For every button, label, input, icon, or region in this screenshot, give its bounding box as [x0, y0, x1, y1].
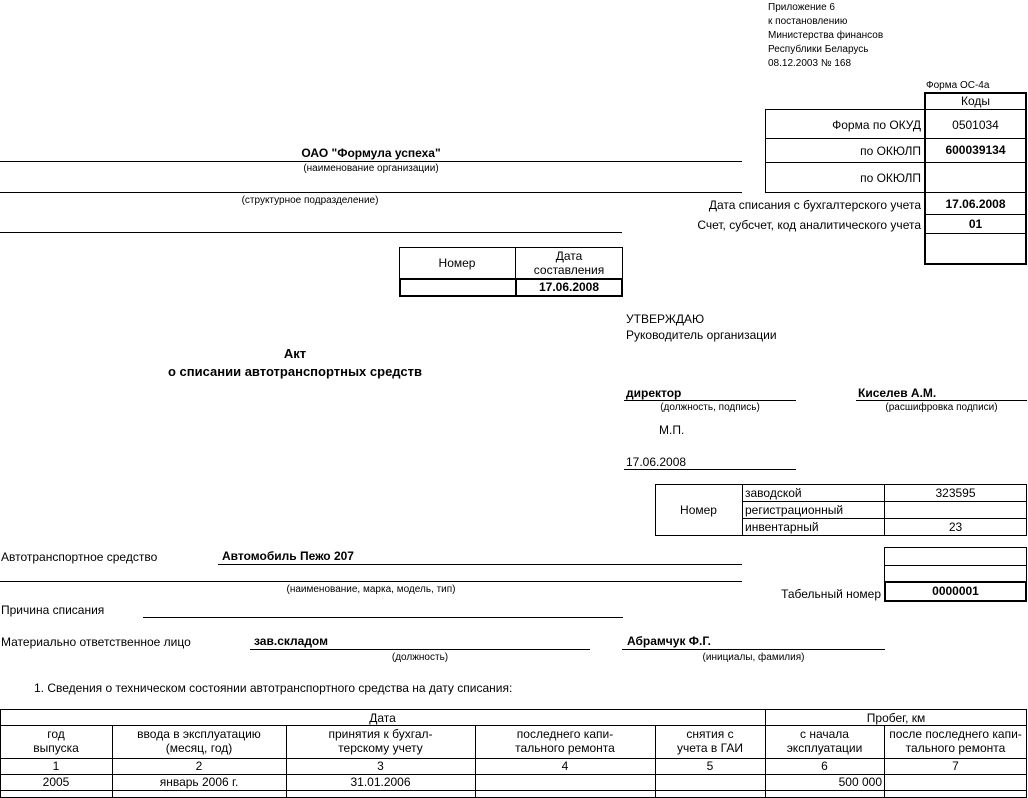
okud-value: 0501034: [952, 118, 999, 132]
writeoff-date-value: 17.06.2008: [945, 197, 1006, 211]
okud-label: Форма по ОКУД: [832, 118, 921, 132]
table-cell-year: 2005: [42, 774, 70, 789]
appendix-line: Министерства финансов: [768, 30, 884, 41]
appendix-line: Республики Беларусь: [768, 44, 869, 55]
appendix-line: 08.12.2003 № 168: [768, 58, 852, 69]
account-value: 01: [968, 217, 983, 231]
number-factory-value: 323595: [935, 486, 976, 500]
col-num: 5: [706, 758, 714, 773]
doc-date-value: 17.06.2008: [538, 280, 600, 294]
col-header-commission: ввода в эксплуатацию (месяц, год): [137, 727, 261, 755]
responsible-position-caption: (должность): [391, 652, 449, 663]
section1-title: 1. Сведения о техническом состоянии автотранспортного средства на дату списания:: [34, 681, 513, 695]
col-num: 3: [377, 758, 384, 773]
table-cell-commission: январь 2006 г.: [159, 774, 239, 789]
responsible-name: Абрамчук Ф.Г.: [627, 634, 711, 648]
number-inv-value: 23: [948, 520, 963, 534]
division-caption: (структурное подразделение): [241, 195, 379, 206]
okulp-label: по ОКЮЛП: [860, 144, 921, 158]
vehicle-caption: (наименование, марка, модель, тип): [286, 584, 456, 595]
approve-title: УТВЕРЖДАЮ: [626, 312, 705, 326]
okulp2-label: по ОКЮЛП: [860, 171, 921, 185]
approve-subtitle: Руководитель организации: [626, 328, 777, 342]
org-name: ОАО "Формула успеха": [301, 146, 441, 160]
table-cell-mileage-start: 500 000: [838, 774, 882, 789]
vehicle-label: Автотранспортное средство: [1, 550, 158, 564]
table-cell-mileage-repair: [884, 775, 1027, 790]
approve-date: 17.06.2008: [626, 455, 687, 469]
org-name-caption: (наименование организации): [303, 163, 439, 174]
okulp-value: 600039134: [945, 143, 1006, 157]
approve-name: Киселев А.М.: [858, 386, 937, 400]
numbers-label: Номер: [680, 503, 717, 517]
form-name: Форма ОС-4а: [926, 80, 990, 91]
group-mileage: Пробег, км: [866, 711, 926, 725]
responsible-position: зав.складом: [254, 634, 328, 648]
appendix-line: к постановлению: [768, 16, 848, 27]
table-cell-gai: [655, 775, 765, 790]
col-header-mileage-start: с начала эксплуатации: [786, 727, 863, 755]
approve-position: директор: [626, 386, 682, 400]
reason-label: Причина списания: [1, 603, 105, 617]
col-num: 2: [195, 758, 203, 773]
responsible-name-caption: (инициалы, фамилия): [702, 652, 805, 663]
appendix-line: Приложение 6: [768, 2, 835, 13]
account-label: Счет, субсчет, код аналитического учета: [697, 218, 921, 232]
table-cell-accounting: 31.01.2006: [350, 774, 411, 789]
col-header-last-repair: последнего капи- тального ремонта: [515, 727, 615, 755]
act-title-2: о списании автотранспортных средств: [168, 364, 422, 379]
approve-name-caption: (расшифровка подписи): [885, 402, 998, 413]
doc-date-label-1: Дата: [555, 249, 583, 263]
col-num: 1: [52, 758, 60, 773]
tab-value: 0000001: [932, 584, 979, 598]
tab-label: Табельный номер: [781, 587, 881, 601]
approve-position-caption: (должность, подпись): [660, 402, 760, 413]
number-factory-label: заводской: [745, 486, 802, 500]
col-num: 7: [952, 758, 959, 773]
table-cell-last-repair: [475, 775, 655, 790]
col-header-mileage-repair: после последнего капи- тального ремонта: [889, 727, 1022, 755]
col-header-gai: снятия с учета в ГАИ: [677, 727, 743, 755]
appendix-block: [768, 1, 883, 71]
col-num: 6: [821, 758, 828, 773]
col-header-year: год выпуска: [33, 727, 79, 755]
number-inv-label: инвентарный: [745, 520, 819, 534]
number-reg-label: регистрационный: [745, 503, 844, 517]
vehicle-value: Автомобиль Пежо 207: [222, 549, 354, 563]
act-title-1: Акт: [283, 346, 307, 361]
col-header-accounting: принятия к бухгал- терскому учету: [328, 727, 433, 755]
doc-number-label: Номер: [438, 256, 476, 270]
responsible-label: Материально ответственное лицо: [1, 635, 191, 649]
group-date: Дата: [369, 711, 396, 725]
doc-date-label-2: составления: [533, 263, 605, 277]
codes-title: Коды: [960, 94, 991, 108]
writeoff-date-label: Дата списания с бухгалтерского учета: [708, 198, 921, 212]
stamp-label: М.П.: [659, 423, 685, 437]
col-num: 4: [561, 758, 569, 773]
